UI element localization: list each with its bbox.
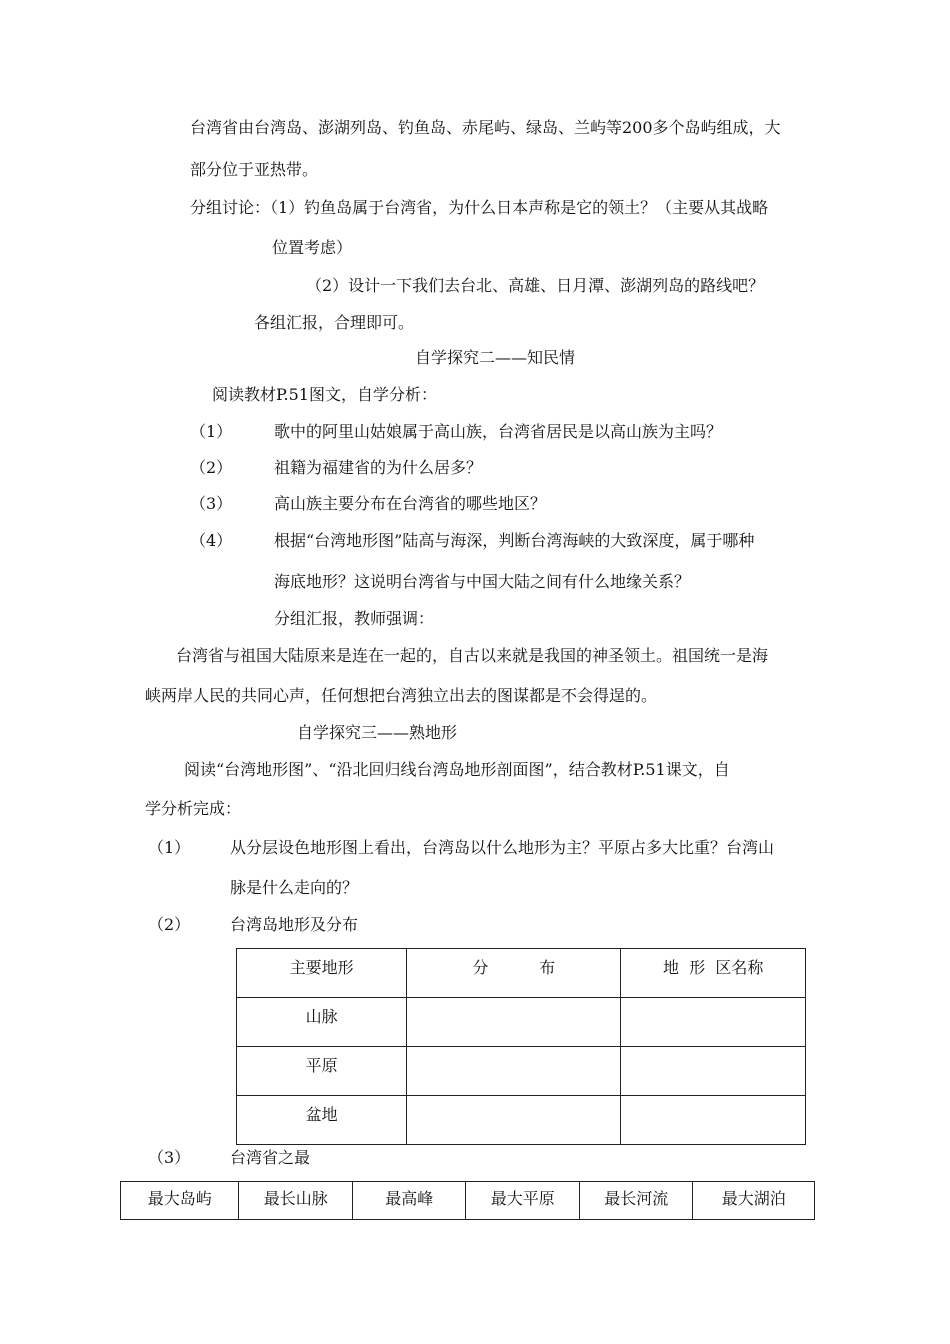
table-cell-blank[interactable] bbox=[407, 1096, 621, 1145]
group-discussion-line2: 位置考虑） bbox=[272, 238, 353, 257]
table-cell-blank[interactable] bbox=[407, 1047, 621, 1096]
question-number: （1） bbox=[190, 422, 233, 441]
reading-instruction-3-line1: 阅读“台湾地形图”、“沿北回归线台湾岛地形剖面图”，结合教材P.51课文，自 bbox=[184, 760, 730, 779]
group-discussion-line1: 分组讨论：（1）钓鱼岛属于台湾省，为什么日本声称是它的领土？（主要从其战略 bbox=[190, 198, 769, 217]
table-header-cell: 最长河流 bbox=[579, 1182, 693, 1220]
section-heading-3: 自学探究三——熟地形 bbox=[297, 723, 458, 742]
paragraph-islands-line2: 部分位于亚热带。 bbox=[190, 160, 319, 179]
reading-instruction-3-line2: 学分析完成： bbox=[145, 799, 242, 818]
table-header-row bbox=[237, 949, 806, 998]
terrain-distribution-table bbox=[236, 948, 806, 1145]
table-cell-terrain: 盆地 bbox=[237, 1096, 407, 1145]
question-number: （4） bbox=[190, 531, 233, 550]
table-cell-blank[interactable] bbox=[407, 998, 621, 1047]
question-text: 根据“台湾地形图”陆高与海深，判断台湾海峡的大致深度，属于哪种 bbox=[274, 531, 755, 550]
paragraph-islands-line1: 台湾省由台湾岛、澎湖列岛、钓鱼岛、赤尾屿、绿岛、兰屿等200多个岛屿组成，大 bbox=[190, 118, 781, 137]
question-number: （2） bbox=[148, 915, 191, 934]
question-text: 从分层设色地形图上看出，台湾岛以什么地形为主？平原占多大比重？台湾山 bbox=[230, 838, 775, 857]
table-row bbox=[237, 998, 806, 1047]
question-number: （1） bbox=[148, 838, 191, 857]
reading-instruction-2: 阅读教材P.51图文，自学分析： bbox=[212, 385, 437, 404]
table-header-cell: 分 布 bbox=[407, 949, 621, 998]
question-number: （2） bbox=[190, 458, 233, 477]
question-text: 台湾省之最 bbox=[230, 1148, 311, 1167]
teacher-note: 分组汇报，教师强调： bbox=[274, 609, 435, 628]
table-header-cell: 最高峰 bbox=[352, 1182, 466, 1220]
table-cell-blank[interactable] bbox=[621, 998, 806, 1047]
table-cell-blank[interactable] bbox=[621, 1096, 806, 1145]
table-header-cell: 最长山脉 bbox=[239, 1182, 353, 1220]
table-row bbox=[237, 1047, 806, 1096]
question-text-continued: 海底地形？这说明台湾省与中国大陆之间有什么地缘关系？ bbox=[274, 572, 691, 591]
report-note: 各组汇报，合理即可。 bbox=[254, 313, 415, 332]
question-number: （3） bbox=[148, 1148, 191, 1167]
conclusion-line2: 峡两岸人民的共同心声，任何想把台湾独立出去的图谋都是不会得逞的。 bbox=[145, 686, 658, 705]
table-header-row bbox=[121, 1182, 815, 1220]
table-cell-blank[interactable] bbox=[621, 1047, 806, 1096]
question-number: （3） bbox=[190, 494, 233, 513]
question-text-continued: 脉是什么走向的？ bbox=[230, 878, 359, 897]
conclusion-line1: 台湾省与祖国大陆原来是连在一起的，自古以来就是我国的神圣领土。祖国统一是海 bbox=[176, 646, 769, 665]
question-text: 歌中的阿里山姑娘属于高山族，台湾省居民是以高山族为主吗？ bbox=[274, 422, 723, 441]
table-row bbox=[237, 1096, 806, 1145]
group-discussion-q2: （2）设计一下我们去台北、高雄、日月潭、澎湖列岛的路线吧？ bbox=[306, 276, 765, 295]
section-heading-2: 自学探究二——知民情 bbox=[415, 348, 576, 367]
taiwan-superlatives-table bbox=[120, 1181, 815, 1220]
table-cell-terrain: 山脉 bbox=[237, 998, 407, 1047]
table-header-cell: 主要地形 bbox=[237, 949, 407, 998]
table-header-cell: 最大岛屿 bbox=[121, 1182, 239, 1220]
question-text: 祖籍为福建省的为什么居多？ bbox=[274, 458, 483, 477]
table-header-cell: 最大平原 bbox=[466, 1182, 580, 1220]
table-cell-terrain: 平原 bbox=[237, 1047, 407, 1096]
question-text: 台湾岛地形及分布 bbox=[230, 915, 359, 934]
table-header-cell: 地 形 区名称 bbox=[621, 949, 806, 998]
question-text: 高山族主要分布在台湾省的哪些地区？ bbox=[274, 494, 547, 513]
table-header-cell: 最大湖泊 bbox=[693, 1182, 815, 1220]
